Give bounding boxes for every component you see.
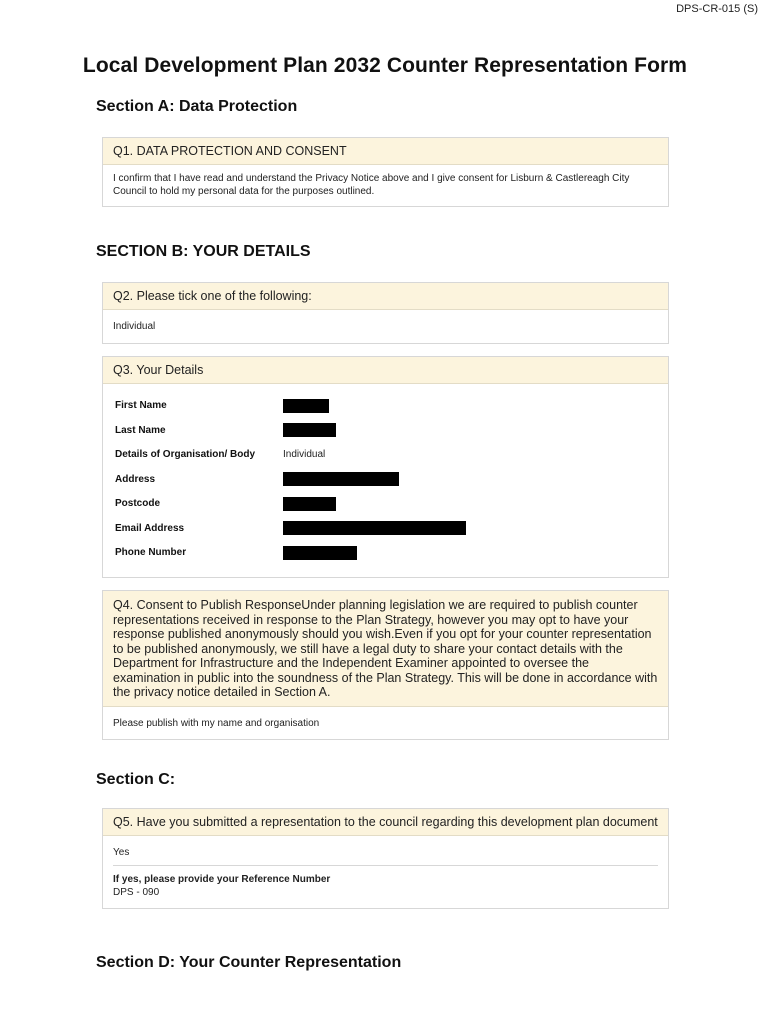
q2-answer: Individual: [113, 320, 156, 332]
q5-box: [102, 808, 669, 909]
q3-question: Q3. Your Details: [103, 357, 668, 384]
address-label: Address: [115, 473, 156, 485]
reference-number-label: If yes, please provide your Reference Number: [113, 873, 331, 885]
details-row-phone: [115, 541, 656, 566]
q1-question: Q1. DATA PROTECTION AND CONSENT: [103, 138, 668, 165]
document-reference: DPS-CR-015 (S): [676, 3, 758, 15]
q5-divider: [113, 865, 658, 866]
q1-answer: I confirm that I have read and understand the Privacy Notice above and I give consent for Lisburn & Castlereagh City Council to hold my personal data for the purposes outlined.: [113, 172, 630, 197]
section-d-heading: Section D: Your Counter Representation: [96, 954, 402, 971]
q5-question: Q5. Have you submitted a representation to the council regarding this development plan document: [103, 809, 668, 836]
details-row-address: [115, 467, 656, 492]
q5-answer: Yes: [113, 846, 130, 858]
q3-box: [102, 356, 669, 578]
details-row-postcode: [115, 492, 656, 517]
section-a-heading: Section A: Data Protection: [96, 98, 298, 115]
details-table: [103, 384, 668, 578]
details-row-organisation: [115, 443, 656, 468]
phone-redacted: [283, 546, 357, 560]
email-redacted: [283, 521, 466, 535]
organisation-label: Details of Organisation/ Body: [115, 449, 256, 461]
q1-box: [102, 137, 669, 207]
page-title: Local Development Plan 2032 Counter Representation Form: [82, 54, 688, 77]
section-c-heading: Section C:: [96, 771, 176, 788]
q4-box: [102, 590, 669, 740]
q5-body: [103, 836, 668, 908]
address-redacted: [283, 472, 399, 486]
first-name-label: First Name: [115, 400, 167, 412]
q2-question: Q2. Please tick one of the following:: [103, 283, 668, 310]
q2-box: [102, 282, 669, 344]
email-label: Email Address: [115, 522, 185, 534]
postcode-label: Postcode: [115, 498, 161, 510]
reference-number-value: DPS - 090: [113, 886, 160, 898]
last-name-label: Last Name: [115, 424, 166, 436]
q4-question: Q4. Consent to Publish ResponseUnder planning legislation we are required to publish counter representations received in response to the Plan Strategy, however you may opt to have your response published anonymously should you wish.Even if you opt for your counter representation to be published anonymously, we still have a legal duty to share your contact details with the Department for Infrastructure and the Independent Examiner appointed to oversee the examination in public into the soundness of the Plan Strategy. This will be done in accordance with the privacy notice detailed in Section A.: [103, 591, 668, 707]
details-row-email: [115, 516, 656, 541]
first-name-redacted: [283, 399, 329, 413]
q4-answer: Please publish with my name and organisation: [113, 717, 320, 729]
postcode-redacted: [283, 497, 336, 511]
last-name-redacted: [283, 423, 336, 437]
details-row-last-name: [115, 418, 656, 443]
organisation-value: Individual: [283, 449, 326, 461]
phone-label: Phone Number: [115, 547, 187, 559]
section-b-heading: SECTION B: YOUR DETAILS: [96, 243, 311, 260]
details-row-first-name: [115, 394, 656, 419]
